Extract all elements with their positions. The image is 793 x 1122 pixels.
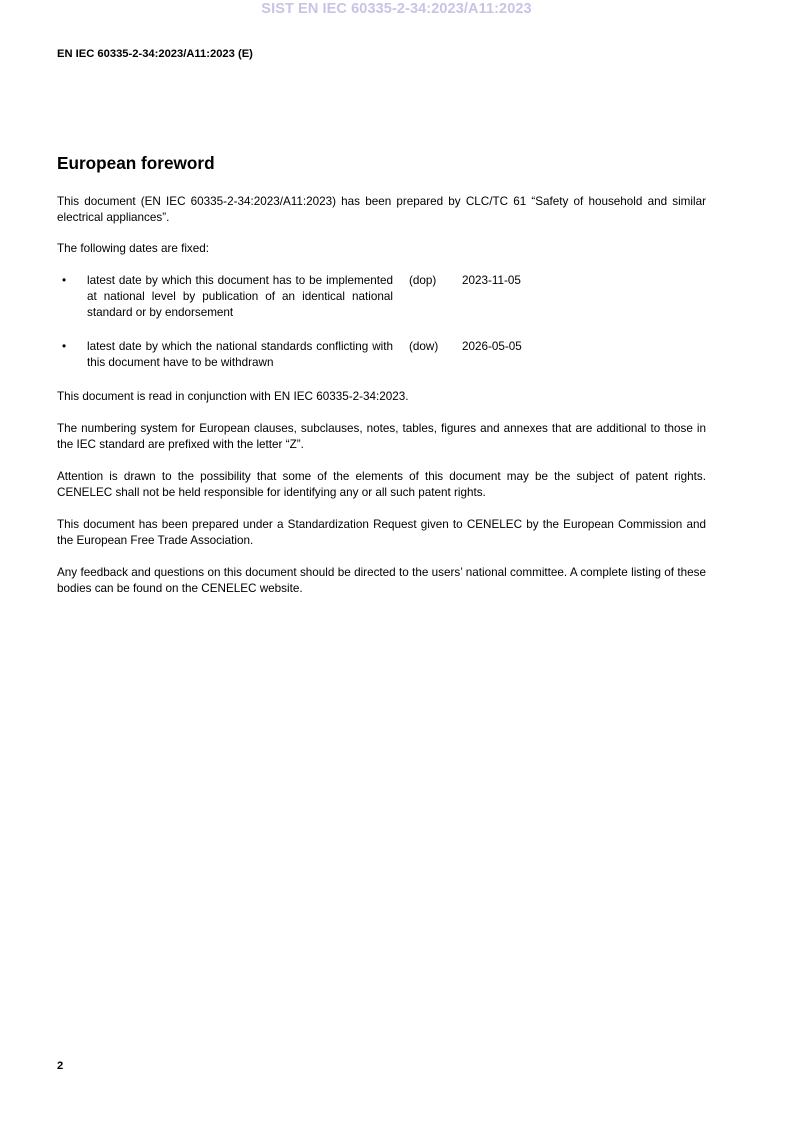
paragraph-intro: This document (EN IEC 60335-2-34:2023/A11:2023) has been prepared by CLC/TC 61 “Safety of household and similar electrical appliances”. [57,195,706,224]
date-abbreviation: (dow) [409,340,439,353]
bullet: • [62,274,67,287]
section-title: European foreword [57,153,215,173]
watermark: SIST EN IEC 60335-2-34:2023/A11:2023 [261,1,532,17]
date-description: latest date by which this document has to be implemented at national level by publication of an identical national standard or by endorsement [87,274,393,319]
date-value: 2026-05-05 [462,340,522,353]
date-description: latest date by which the national standards conflicting with this document have to be withdrawn [87,340,393,369]
bullet: • [62,340,67,353]
date-abbreviation: (dop) [409,274,437,287]
running-header: EN IEC 60335-2-34:2023/A11:2023 (E) [57,48,253,60]
paragraph-numbering: The numbering system for European clauses, subclauses, notes, tables, figures and annexes that are additional to those in the IEC standard are prefixed with the letter “Z”. [57,422,706,451]
paragraph-feedback: Any feedback and questions on this document should be directed to the users’ national committee. A complete listing of these bodies can be found on the CENELEC website. [57,566,706,595]
paragraph-read-with: This document is read in conjunction with EN IEC 60335-2-34:2023. [57,390,409,403]
paragraph-patent: Attention is drawn to the possibility that some of the elements of this document may be the subject of patent rights. CENELEC shall not be held responsible for identifying any or all such patent rights. [57,470,706,499]
paragraph-dates-fixed: The following dates are fixed: [57,242,210,255]
paragraph-mandate: This document has been prepared under a Standardization Request given to CENELEC by the European Commission and the European Free Trade Association. [57,518,706,547]
date-value: 2023-11-05 [462,274,521,287]
page-number: 2 [57,1060,64,1072]
